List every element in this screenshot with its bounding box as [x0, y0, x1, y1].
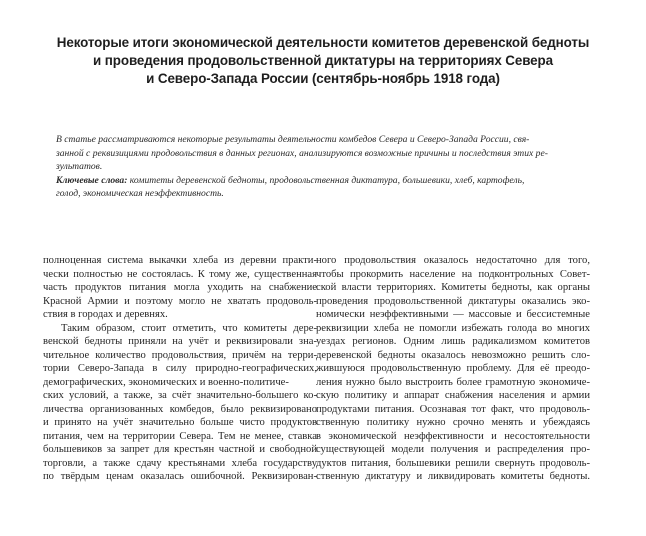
body-text-line: тории Северо-Запада в силу природно-географических, — [43, 363, 317, 374]
title-line: Некоторые итоги экономической деятельности комитетов деревенской бедноты — [56, 35, 590, 50]
article-title — [40, 34, 606, 88]
body-column-left — [43, 254, 317, 484]
body-text-line: проведения продовольственной диктатуры оказались эко- — [316, 295, 590, 307]
body-text-line: по твёрдым ценам оказалась ошибочной. Реквизирован- — [43, 471, 317, 482]
body-text-line: существующей модели получения и распределения про- — [316, 444, 590, 455]
keywords-line — [56, 174, 592, 188]
body-text-line: ственную диктатуру и ликвидировать комитеты бедноты. — [316, 471, 590, 482]
body-text-line: ствия в городах и деревнях. — [43, 309, 168, 320]
body-text-line: Красной Армии и поэтому могло не хватать продоволь- — [43, 295, 317, 307]
body-text-line: в экономической неэффективности и несостоятельности — [316, 430, 590, 442]
body-column-right — [316, 254, 590, 484]
body-text-line: скую политику и аппарат снабжения населения и армии — [316, 390, 590, 401]
body-text-line: уездах регионов. Одним лишь радикализмом комитетов — [316, 336, 590, 347]
body-text-line: торговли, а также сдачу крестьянами хлеба государству — [43, 457, 317, 469]
body-text-line: питания, чем на территории Севера. Тем не менее, ставка — [43, 430, 317, 442]
keywords-text: комитеты деревенской бедноты, продовольственная диктатура, большевики, хлеб, картофель, — [127, 174, 525, 186]
body-text-line: чтобы прокормить население на подконтрольных Совет- — [316, 268, 590, 280]
body-text-line: деревенской бедноты оказалось невозможно решить сло- — [316, 349, 590, 361]
body-text-line: номически неэффективными — массовые и бессистемные — [316, 309, 590, 320]
body-text-line: и принято на учёт значительно больше чисто продуктов — [43, 417, 317, 428]
abstract-line: зультатов. — [56, 161, 103, 173]
abstract-line: В статье рассматриваются некоторые результаты деятельности комбедов Севера и Северо-Запада России, свя- — [56, 134, 530, 145]
body-text-line: ской власти территориях. Комитеты бедноты, как органы — [316, 282, 590, 293]
title-line: и Северо-Запада России (сентябрь-ноябрь 1918 года) — [146, 71, 500, 86]
body-text-line: ного продовольствия оказалось недостаточно для того, — [316, 255, 590, 266]
title-line: и проведения продовольственной диктатуры на территориях Севера — [93, 53, 553, 68]
body-text-line: полноценная система выкачки хлеба из деревни практи- — [43, 255, 317, 266]
body-text-line: дуктов питания, большевики решили свернуть продоволь- — [316, 457, 590, 469]
abstract-line: занной с реквизициями продовольствия в данных регионах, анализируются возможные причины и последствия этих ре- — [56, 147, 548, 159]
body-text-line: демографических, экономических и военно-политиче- — [43, 376, 289, 388]
body-text-line: часть продуктов питания могла уходить на снабжение — [43, 282, 317, 293]
keywords-line-cont: голод, экономическая неэффективность. — [56, 188, 224, 200]
body-text-line: личества организованных комбедов, было реквизировано — [43, 403, 317, 415]
body-text-line: Таким образом, стоит отметить, что комитеты дере- — [61, 322, 317, 334]
body-text-line: чительное количество продовольствия, причём на терри- — [43, 349, 317, 361]
body-text-line: венской бедноты приняли на учёт и реквизировали зна- — [43, 336, 317, 347]
body-text-line: ских условий, а также, за счёт значительно-большего ко- — [43, 390, 317, 401]
body-text-line: чески полностью не состоялась. К тому же, существенная — [43, 268, 317, 280]
body-text-line: ления нужно было выстроить более грамотную экономиче- — [316, 376, 590, 388]
body-text-line: ственную политику нужно срочно менять и убеждаясь — [316, 417, 590, 428]
abstract — [56, 133, 592, 201]
body-text-line: большевиков за запрет для крестьян частной и свободной — [43, 444, 317, 455]
body-text-line: жившуюся продовольственную проблему. Для её преодо- — [316, 363, 590, 374]
body-text-line: продуктами питания. Осознавая тот факт, что продоволь- — [316, 403, 590, 415]
keywords-label: Ключевые слова: — [56, 174, 128, 186]
body-text-line: реквизиции хлеба не помогли избежать голода во многих — [316, 322, 590, 334]
